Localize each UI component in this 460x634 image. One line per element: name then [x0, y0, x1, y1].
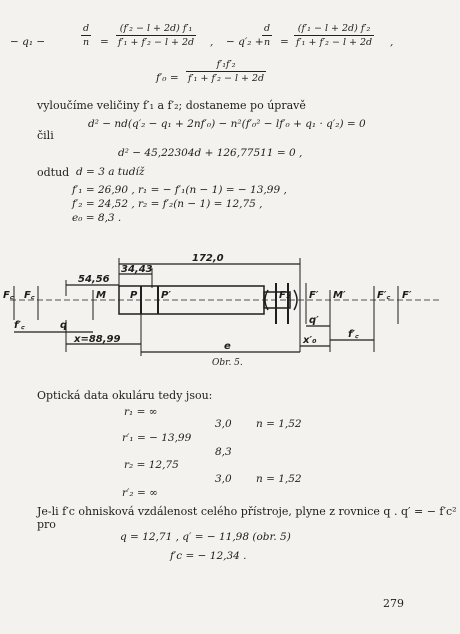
- label-fcp: f′꜀: [348, 329, 359, 340]
- eq1-frac3: [262, 23, 272, 48]
- label-F2p: F′: [309, 290, 319, 301]
- label-Fc2: F꜀: [24, 290, 35, 301]
- eq1-frac4-den: f′₁ + f′₂ − l + 2d: [296, 37, 373, 48]
- label-Mp: M′: [333, 290, 346, 301]
- eq1-sep: ,: [210, 36, 214, 48]
- eq2-lhs: f′₀ =: [156, 72, 179, 84]
- text-odtud: odtud: [37, 166, 70, 179]
- label-x: x=88,99: [74, 334, 121, 345]
- text-opticka: Optická data okuláru tedy jsou:: [37, 389, 213, 402]
- table-r1: r₁ = ∞: [124, 406, 158, 418]
- table-d1: 3,0: [215, 418, 232, 430]
- eq1-lhs: − q₁ −: [10, 36, 46, 48]
- eq6: f′₁ = 26,90 , r₁ = − f′₁(n − 1) = − 13,99 ,: [72, 184, 287, 196]
- label-F2: F₂: [279, 290, 291, 301]
- eq1-frac1: [81, 23, 91, 48]
- eq7: f′₂ = 24,52 , r₂ = f′₂(n − 1) = 12,75 ,: [72, 198, 263, 210]
- eq8: e₀ = 8,3 .: [72, 212, 122, 224]
- eq1-frac2: [116, 23, 196, 48]
- table-r1p: r′₁ = − 13,99: [122, 432, 192, 444]
- eq5: d = 3 a tudíž: [76, 166, 145, 178]
- final-line2: f′c = − 12,34 .: [170, 550, 247, 562]
- eq2-den: f′₁ + f′₂ − l + 2d: [188, 73, 265, 84]
- table-d2: 3,0: [215, 473, 232, 485]
- eq1-frac2-den: f′₁ + f′₂ − l + 2d: [118, 37, 195, 48]
- eq1-frac3-num: d: [264, 23, 271, 34]
- eq1-mid: =: [100, 36, 109, 48]
- eq1-end: ,: [390, 36, 394, 48]
- eq2-num: f′₁f′₂: [216, 59, 236, 70]
- label-x0: x′₀: [303, 335, 317, 346]
- text-vyloucime: vyloučíme veličiny f′₁ a f′₂; dostaneme po úpravě: [37, 99, 306, 112]
- eq1-frac4: [294, 23, 374, 48]
- text-pro: pro: [37, 518, 56, 531]
- label-dim-b: 54,56: [78, 274, 110, 285]
- eq1-rhs-lhs: − q′₂ +: [226, 36, 264, 48]
- label-Fcp: F′꜀: [377, 290, 390, 301]
- eq1-frac4-num: (f′₁ − l + 2d) f′₂: [297, 23, 371, 34]
- table-n2: n = 1,52: [256, 473, 302, 485]
- eq3: d² − nd(q′₂ − q₁ + 2nf′₀) − n²(f′₀² − lf′₀ + q₁ · q′₂) = 0: [88, 118, 366, 130]
- text-cili: čili: [37, 129, 54, 142]
- eq1-frac1-num: d: [83, 23, 90, 34]
- label-q: q: [60, 320, 68, 331]
- eq4: d² − 45,22304d + 126,77511 = 0 ,: [118, 147, 303, 159]
- label-Fc: F꜀: [3, 290, 14, 301]
- label-Pp: P′: [161, 290, 171, 301]
- table-gap: 8,3: [215, 446, 232, 458]
- eq1-frac2-num: (f′₂ − l + 2d) f′₁: [119, 23, 193, 34]
- eq1-frac3-den: n: [264, 37, 271, 48]
- eq2-frac: [186, 59, 266, 84]
- eq1-frac1-den: n: [83, 37, 90, 48]
- table-n1: n = 1,52: [256, 418, 302, 430]
- figure-caption: Obr. 5.: [212, 358, 243, 368]
- final-line1: q = 12,71 , q′ = − 11,98 (obr. 5): [120, 531, 291, 543]
- label-e: e: [224, 341, 231, 352]
- label-qp: q′: [309, 315, 319, 326]
- label-dim-total: 172,0: [192, 253, 224, 264]
- label-dim-a: 34,43: [121, 264, 153, 275]
- label-M: M: [96, 290, 106, 301]
- table-r2: r₂ = 12,75: [124, 459, 179, 471]
- label-P: P: [130, 290, 138, 301]
- page-number: 279: [383, 597, 404, 610]
- table-r2p: r′₂ = ∞: [122, 487, 158, 499]
- label-Fp: F′: [402, 290, 412, 301]
- label-fc: f′꜀: [14, 320, 25, 331]
- eq1-rhs-mid: =: [280, 36, 289, 48]
- text-jeli: Je-li f′c ohnisková vzdálenost celého přístroje, plyne z rovnice q . q′ = − f′c²: [37, 505, 457, 518]
